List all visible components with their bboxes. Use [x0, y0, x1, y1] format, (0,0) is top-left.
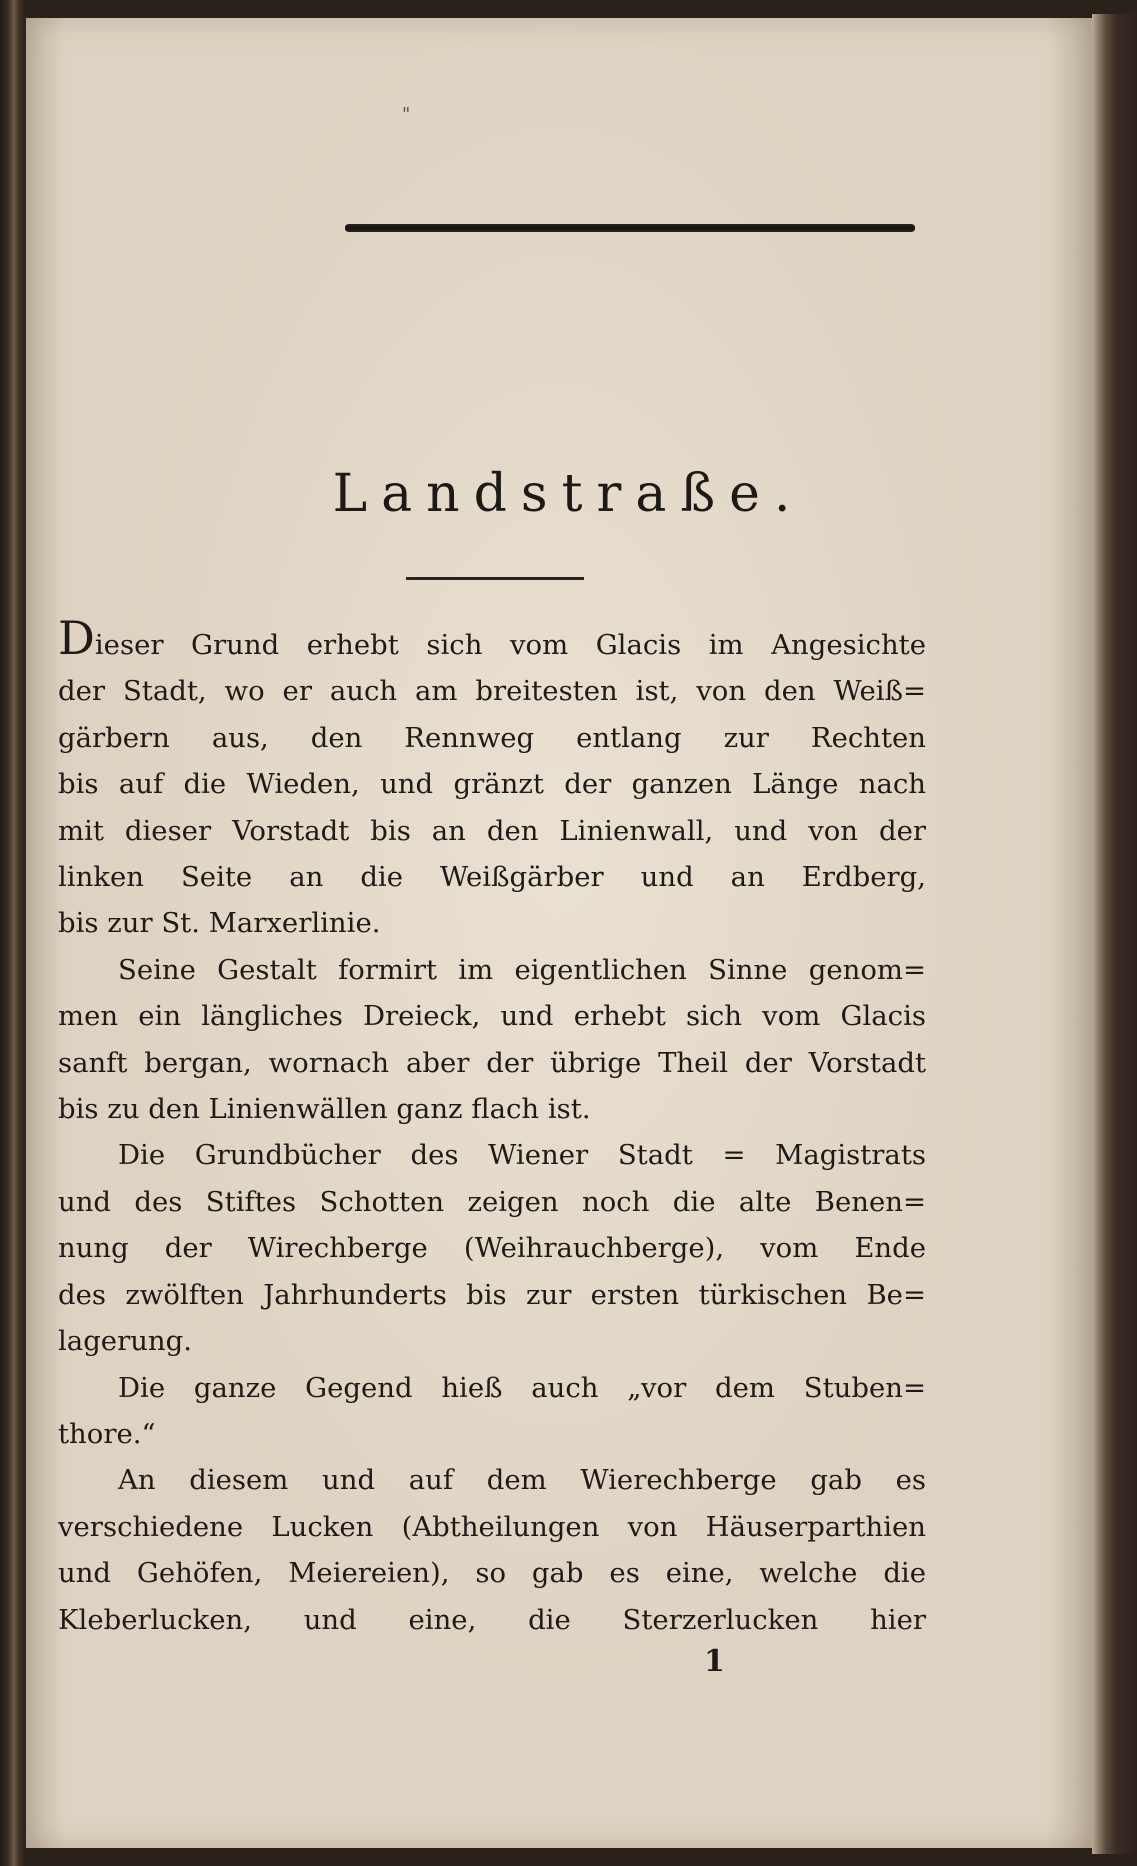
page-edge: [1092, 14, 1137, 1854]
text-line: sanft bergan, wornach aber der übrige Theil der Vorstadt: [58, 1046, 926, 1079]
paragraph-5: [58, 1457, 926, 1643]
text-line: der Stadt, wo er auch am breitesten ist, von den Weiß=: [58, 675, 926, 708]
text-line: Dieser Grund erhebt sich vom Glacis im Angesichte: [58, 611, 926, 665]
text-line: und Gehöfen, Meiereien), so gab es eine, welche die: [58, 1557, 926, 1590]
body-text: [58, 611, 926, 1643]
text-line: Die Grundbücher des Wiener Stadt = Magistrats: [118, 1139, 926, 1172]
text-line: des zwölften Jahrhunderts bis zur ersten türkischen Be=: [58, 1278, 926, 1311]
decorative-rule-title: [406, 577, 584, 580]
text-line: lagerung.: [58, 1325, 192, 1358]
text-line: Seine Gestalt formirt im eigentlichen Sinne genom=: [118, 953, 926, 986]
paragraph-4: [58, 1365, 926, 1458]
text-line: bis auf die Wieden, und gränzt der ganzen Länge nach: [58, 768, 926, 801]
paragraph-3: [58, 1132, 926, 1364]
text-line: bis zur St. Marxerlinie.: [58, 907, 381, 940]
text-line: nung der Wirechberge (Weihrauchberge), vom Ende: [58, 1232, 926, 1265]
paragraph-1: [58, 611, 926, 947]
paragraph-2: [58, 947, 926, 1133]
text-line: men ein längliches Dreieck, und erhebt sich vom Glacis: [58, 1000, 926, 1033]
text-line: mit dieser Vorstadt bis an den Linienwall, und von der: [58, 814, 926, 847]
text-line: bis zu den Linienwällen ganz flach ist.: [58, 1093, 591, 1126]
text-line: und des Stiftes Schotten zeigen noch die alte Benen=: [58, 1185, 926, 1218]
page-number: 1: [704, 1644, 725, 1679]
chapter-title: Landstraße.: [332, 464, 805, 524]
text-line: linken Seite an die Weißgärber und an Erdberg,: [58, 861, 926, 894]
header-mark: ": [402, 104, 411, 125]
text-line: verschiedene Lucken (Abtheilungen von Häuserparthien: [58, 1510, 926, 1543]
text-line: Die ganze Gegend hieß auch „vor dem Stuben=: [118, 1371, 926, 1404]
drop-cap: D: [58, 611, 95, 665]
decorative-rule-top: [345, 224, 915, 232]
text-line: Kleberlucken, und eine, die Sterzerlucken hier: [58, 1603, 926, 1636]
text-line: thore.“: [58, 1417, 156, 1450]
text-line: gärbern aus, den Rennweg entlang zur Rechten: [58, 721, 926, 754]
text-line: An diesem und auf dem Wierechberge gab es: [118, 1464, 926, 1497]
